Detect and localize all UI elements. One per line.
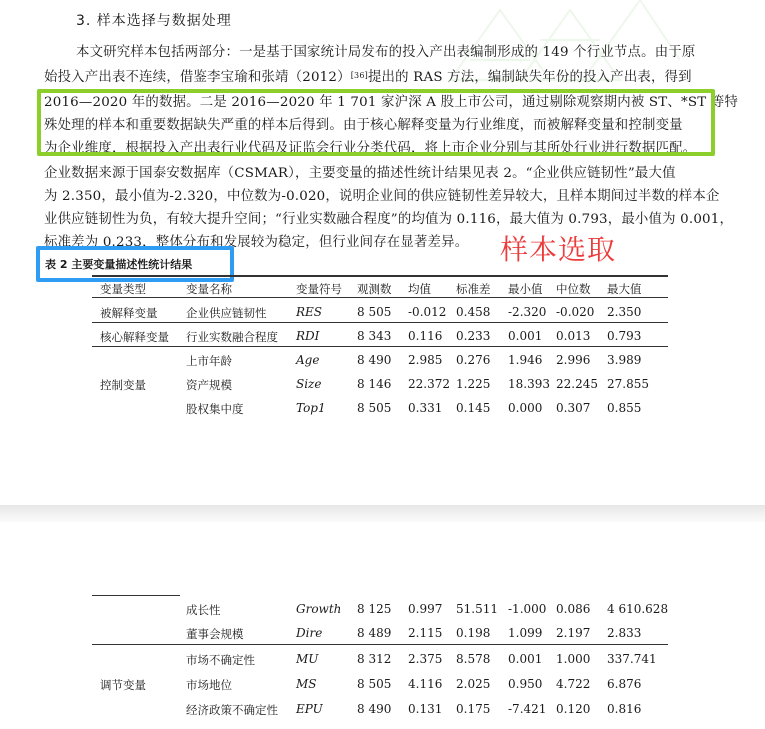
table-cell-median: 2.996 (556, 353, 591, 367)
table-cell-median: 1.000 (556, 652, 591, 666)
table-cell-max: 0.793 (607, 329, 642, 343)
paragraph-line-5: 为企业维度，根据投入产出表行业代码及证监会行业分类代码，将上市企业分别与其所处行业进行数据匹配。 (44, 141, 697, 156)
table-cell-name: 市场地位 (186, 678, 232, 692)
table-cell-min: 1.099 (508, 626, 543, 640)
table-cell-name: 行业实数融合程度 (186, 330, 278, 344)
table-cell-symbol: RES (296, 305, 323, 319)
table-cell-max: 27.855 (607, 377, 649, 391)
table-cell-symbol: MU (296, 652, 319, 666)
table-cell-n: 8 146 (357, 377, 392, 391)
table-cell-median: 0.307 (556, 401, 591, 415)
paragraph-line-2-b: 提出的 RAS 方法，编制缺失年份的投入产出表，得到 (367, 70, 692, 85)
table-cell-mean: 0.331 (408, 401, 443, 415)
table-cell-sd: 8.578 (456, 652, 491, 666)
table-cell-median: -0.020 (556, 305, 595, 319)
table-header-sd: 标准差 (456, 282, 491, 296)
paragraph-line-4: 殊处理的样本和重要数据缺失严重的样本后得到。由于核心解释变量为行业维度，而被解释变量和控制变量 (44, 118, 683, 133)
table-cell-sd: 0.198 (456, 626, 491, 640)
table-cell-n: 8 489 (357, 626, 392, 640)
table-header-rule (92, 297, 668, 298)
table-cell-min: -1.000 (508, 602, 547, 616)
table-cell-median: 0.086 (556, 602, 591, 616)
table-cell-name: 成长性 (186, 603, 221, 617)
document-page-2 (0, 522, 765, 729)
paragraph-line-9: 标准差为 0.233，整体分布和发展较为稳定，但行业间存在显著差异。 (44, 235, 469, 250)
paragraph-line-6: 企业数据来源于国泰安数据库（CSMAR），主要变量的描述性统计结果见表 2。“企业供应链韧性”最大值 (44, 166, 676, 181)
table-cell-sd: 0.276 (456, 353, 491, 367)
table-cell-mean: 0.116 (408, 329, 443, 343)
table-cell-n: 8 125 (357, 602, 392, 616)
table-cell-median: 22.245 (556, 377, 598, 391)
table-cell-symbol: RDI (296, 329, 320, 343)
highlight-box-green (37, 89, 715, 156)
table-cell-mean: 4.116 (408, 677, 443, 691)
table-cell-name: 企业供应链韧性 (186, 306, 267, 320)
table-cell-n: 8 312 (357, 652, 392, 666)
table-cell-n: 8 505 (357, 305, 392, 319)
table-cell-max: 2.350 (607, 305, 642, 319)
table-cell-min: 1.946 (508, 353, 543, 367)
table-cell-name: 股权集中度 (186, 402, 244, 416)
table-group-rule (92, 644, 668, 645)
table-caption: 表 2 主要变量描述性统计结果 (45, 258, 193, 271)
paragraph-line-2-a: 始投入产出表不连续，借鉴李宝瑜和张靖（2012） (44, 70, 351, 85)
table-header-type: 变量类型 (100, 282, 146, 296)
citation-marker[interactable]: [36] (350, 71, 368, 80)
table-cell-mean: 2.985 (408, 353, 443, 367)
table-cell-name: 董事会规模 (186, 627, 244, 641)
table-cell-name: 资产规模 (186, 378, 232, 392)
table-cell-symbol: Size (296, 377, 322, 391)
table-cell-max: 337.741 (607, 652, 657, 666)
table-row-rule (92, 346, 668, 347)
paragraph-line-1: 本文研究样本包括两部分：一是基于国家统计局发布的投入产出表编制形成的 149 个行业节点。由于原 (76, 45, 696, 60)
table-row-rule (92, 322, 668, 323)
table-cell-sd: 1.225 (456, 377, 491, 391)
table-cell-n: 8 505 (357, 401, 392, 415)
table-cell-type-group: 调节变量 (100, 678, 146, 692)
table-cell-mean: -0.012 (408, 305, 447, 319)
table-cell-type: 核心解释变量 (100, 330, 169, 344)
table-cell-median: 0.013 (556, 329, 591, 343)
paragraph-line-3: 2016—2020 年的数据。二是 2016—2020 年 1 701 家沪深 A 股上市公司，通过剔除观察期内被 ST、*ST 等特 (44, 95, 739, 110)
table-cell-n: 8 505 (357, 677, 392, 691)
table-cell-mean: 2.115 (408, 626, 443, 640)
paragraph-line-2 (44, 65, 692, 90)
table-cell-name: 上市年龄 (186, 354, 232, 368)
table-header-mean: 均值 (408, 282, 431, 296)
table-cell-mean: 0.131 (408, 702, 443, 716)
table-cell-mean: 0.997 (408, 602, 443, 616)
table-cell-symbol: EPU (296, 702, 323, 716)
table-cell-max: 3.989 (607, 353, 642, 367)
table-cell-max: 0.855 (607, 401, 642, 415)
table-top-rule (92, 275, 668, 277)
table-cell-max: 4 610.628 (607, 602, 669, 616)
table-header-max: 最大值 (607, 282, 642, 296)
table-cell-sd: 2.025 (456, 677, 491, 691)
section-heading: 3. 样本选择与数据处理 (76, 13, 232, 29)
table-cell-sd: 0.175 (456, 702, 491, 716)
annotation-label: 样本选取 (500, 233, 617, 266)
table-cell-median: 0.120 (556, 702, 591, 716)
table-cell-symbol: Top1 (296, 401, 326, 415)
table-cell-type: 被解释变量 (100, 306, 158, 320)
table-cell-mean: 22.372 (408, 377, 450, 391)
table-cell-median: 4.722 (556, 677, 591, 691)
table-cell-min: 0.000 (508, 401, 543, 415)
table-cell-min: 18.393 (508, 377, 550, 391)
table-cell-symbol: Age (296, 353, 320, 367)
table-cell-max: 2.833 (607, 626, 642, 640)
table-cell-mean: 2.375 (408, 652, 443, 666)
table-header-n: 观测数 (357, 282, 392, 296)
table-header-min: 最小值 (508, 282, 543, 296)
table-cell-type-group: 控制变量 (100, 378, 146, 392)
table-cell-name: 经济政策不确定性 (186, 703, 278, 717)
table-header-symbol: 变量符号 (296, 282, 342, 296)
table-cell-max: 6.876 (607, 677, 642, 691)
table-cell-symbol: Dire (296, 626, 323, 640)
table-cell-n: 8 490 (357, 353, 392, 367)
table-header-median: 中位数 (556, 282, 591, 296)
table-cell-symbol: MS (296, 677, 317, 691)
table-cell-sd: 0.458 (456, 305, 491, 319)
table-group-rule (92, 595, 180, 596)
table-cell-name: 市场不确定性 (186, 653, 255, 667)
paragraph-line-7: 为 2.350，最小值为-2.320，中位数为-0.020，说明企业间的供应链韧性差异较大，且样本期间过半数的样本企 (44, 189, 720, 204)
table-cell-min: -7.421 (508, 702, 547, 716)
table-cell-min: 0.001 (508, 652, 543, 666)
paragraph-line-8: 业供应链韧性为负，有较大提升空间；“行业实数融合程度”的均值为 0.116，最大值为 0.793，最小值为 0.001， (44, 212, 734, 227)
table-cell-max: 0.816 (607, 702, 642, 716)
table-cell-min: 0.001 (508, 329, 543, 343)
table-cell-symbol: Growth (296, 602, 342, 616)
table-cell-n: 8 490 (357, 702, 392, 716)
table-cell-sd: 0.233 (456, 329, 491, 343)
table-cell-min: 0.950 (508, 677, 543, 691)
page-gap (0, 505, 765, 522)
table-cell-n: 8 343 (357, 329, 392, 343)
table-cell-min: -2.320 (508, 305, 547, 319)
table-cell-median: 2.197 (556, 626, 591, 640)
table-cell-sd: 0.145 (456, 401, 491, 415)
table-header-name: 变量名称 (186, 282, 232, 296)
table-cell-sd: 51.511 (456, 602, 498, 616)
